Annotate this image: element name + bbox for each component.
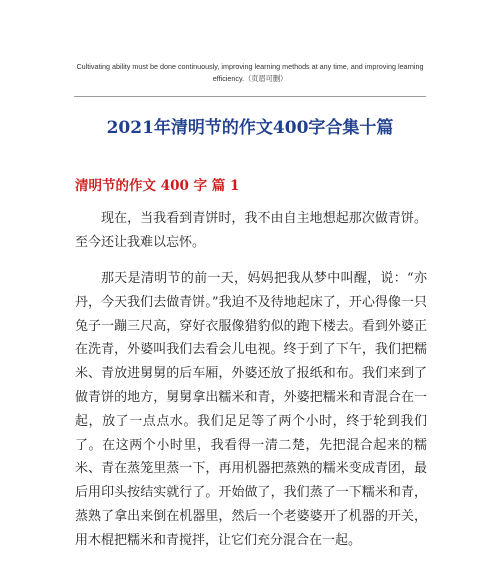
- paragraph-2: 那天是清明节的前一天，妈妈把我从梦中叫醒，说：“亦丹，今天我们去做青饼。”我迫不及待地起床了，开心得像一只兔子一蹦三尺高，穿好衣服像猎豹似的跑下楼去。看到外婆正在洗青，外婆叫我们去看会儿电视。终于到了下午，我们把糯米、青放进舅舅的后车厢，外婆还放了报纸和布。我们来到了做青饼的地方，舅舅拿出糯米和青，外婆把糯米和青混合在一起，放了一点点水。我们足足等了两个小时，终于轮到我们了。在这两个小时里，我看得一清二楚，先把混合起来的糯米、青在蒸笼里蒸一下，再用机器把蒸熟的糯米变成青团，最后用印头按结实就行了。开始做了，我们蒸了一下糯米和青，蒸熟了拿出来倒在机器里，然后一个老婆婆开了机器的开关，用木棍把糯米和青搅拌，让它们充分混合在一起。: [75, 271, 427, 548]
- document-title: 2021年清明节的作文400字合集十篇: [106, 118, 394, 138]
- header-divider: [74, 96, 426, 97]
- section-heading: 清明节的作文 400 字 篇 1: [75, 178, 240, 194]
- paragraph-1: 现在，当我看到青饼时，我不由自主地想起那次做青饼。至今还让我难以忘怀。: [75, 211, 427, 250]
- header-note: Cultivating ability must be done continuously, improving learning methods at any time, and improving learning efficiency.（页眉可删）: [76, 62, 424, 83]
